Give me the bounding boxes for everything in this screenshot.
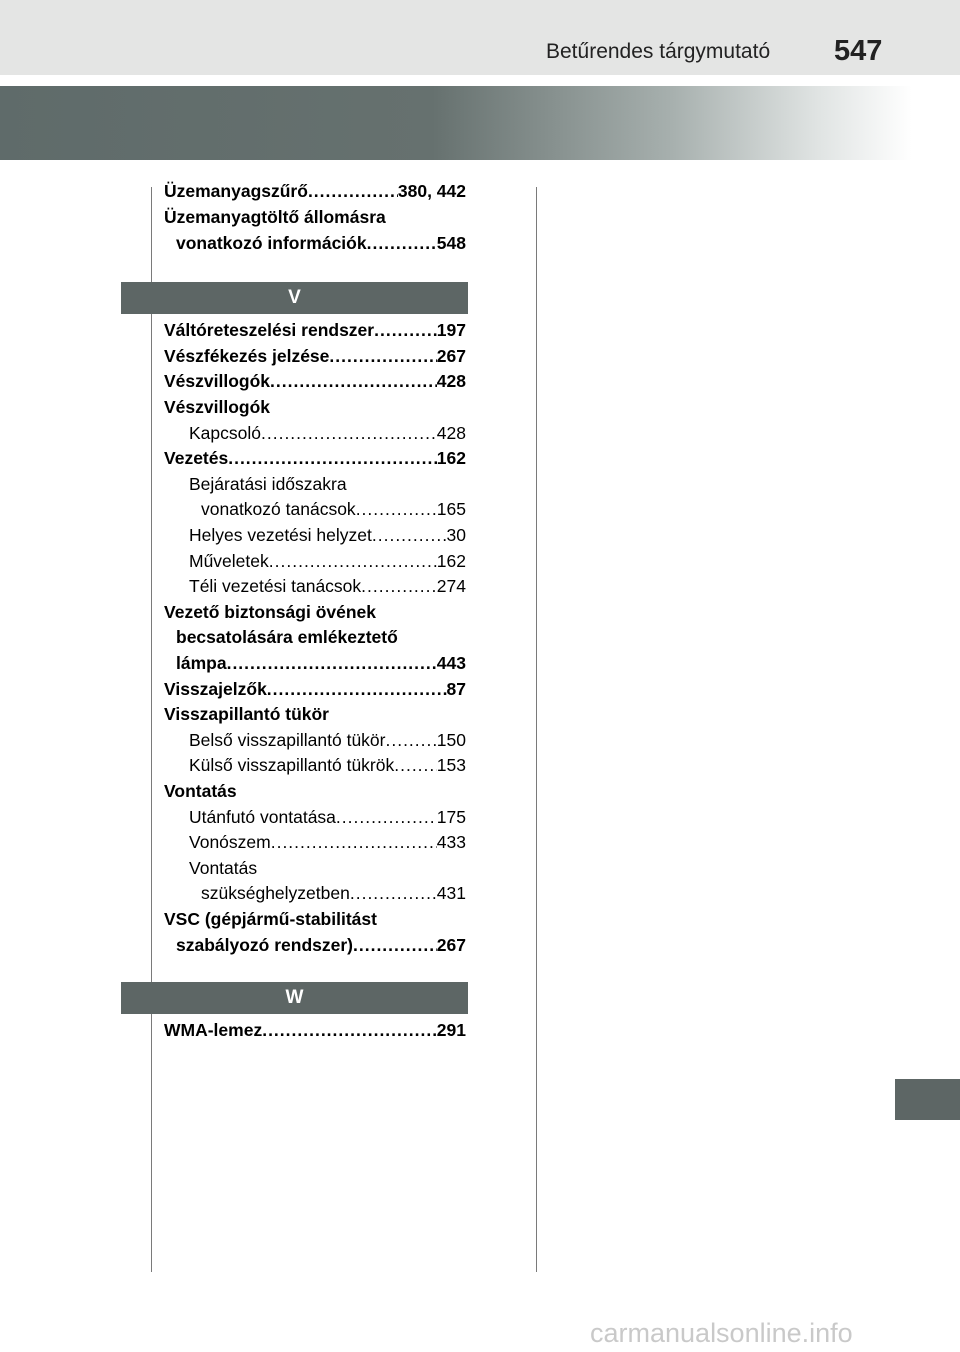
index-entry: Kapcsoló ..... 428 [189,420,466,446]
index-entry: Vontatás [189,858,258,878]
watermark: carmanualsonline.info [590,1318,853,1348]
column-divider-right [536,187,537,1272]
index-entry: Vezető biztonsági övének [164,602,376,622]
index-entry: Helyes vezetési helyzet ..... 30 [189,522,466,548]
index-entry: Vészvillogók [164,397,271,417]
index-entry: WMA-lemez ..... 291 [164,1017,466,1043]
index-entry: Visszapillantó tükör [164,704,329,724]
top-bar [0,0,960,75]
page-number: 547 [834,35,883,67]
index-entry: Bejáratási időszakra [189,474,347,494]
index-entry: Belső visszapillantó tükör ..... 150 [189,727,466,753]
index-entry: Vontatás [164,781,237,801]
section-thumb-tab [895,1079,960,1120]
letter-header-v: V [121,282,468,314]
index-entry: Utánfutó vontatása ..... 175 [189,804,466,830]
index-entry: Vészfékezés jelzése ..... 267 [164,343,466,369]
index-entry: szükséghelyzetben ..... 431 [201,880,466,906]
index-entry: vonatkozó információk ..... 548 [176,230,466,256]
index-entry: VSC (gépjármű-stabilitást [164,909,377,929]
index-entry: Üzemanyagszűrő ..... 380, 442 [164,178,466,204]
header-banner [0,86,960,160]
letter-header-w: W [121,982,468,1014]
index-entry: lámpa ..... 443 [176,650,466,676]
index-entry: Vészvillogók ..... 428 [164,368,466,394]
column-divider-left [151,187,152,1272]
index-entry: szabályozó rendszer) ..... 267 [176,932,466,958]
index-entry: Visszajelzők ..... 87 [164,676,466,702]
index-entry: Téli vezetési tanácsok ..... 274 [189,573,466,599]
index-entry: vonatkozó tanácsok ..... 165 [201,496,466,522]
index-entry: Váltóreteszelési rendszer ..... 197 [164,317,466,343]
index-entry: becsatolására emlékeztető [176,627,398,647]
index-entry: Üzemanyagtöltő állomásra [164,207,386,227]
index-entry: Vezetés ..... 162 [164,445,466,471]
index-entry: Műveletek ..... 162 [189,548,466,574]
index-entry: Külső visszapillantó tükrök ..... 153 [189,752,466,778]
index-entry: Vonószem ..... 433 [189,829,466,855]
section-title: Betűrendes tárgymutató [546,40,771,63]
